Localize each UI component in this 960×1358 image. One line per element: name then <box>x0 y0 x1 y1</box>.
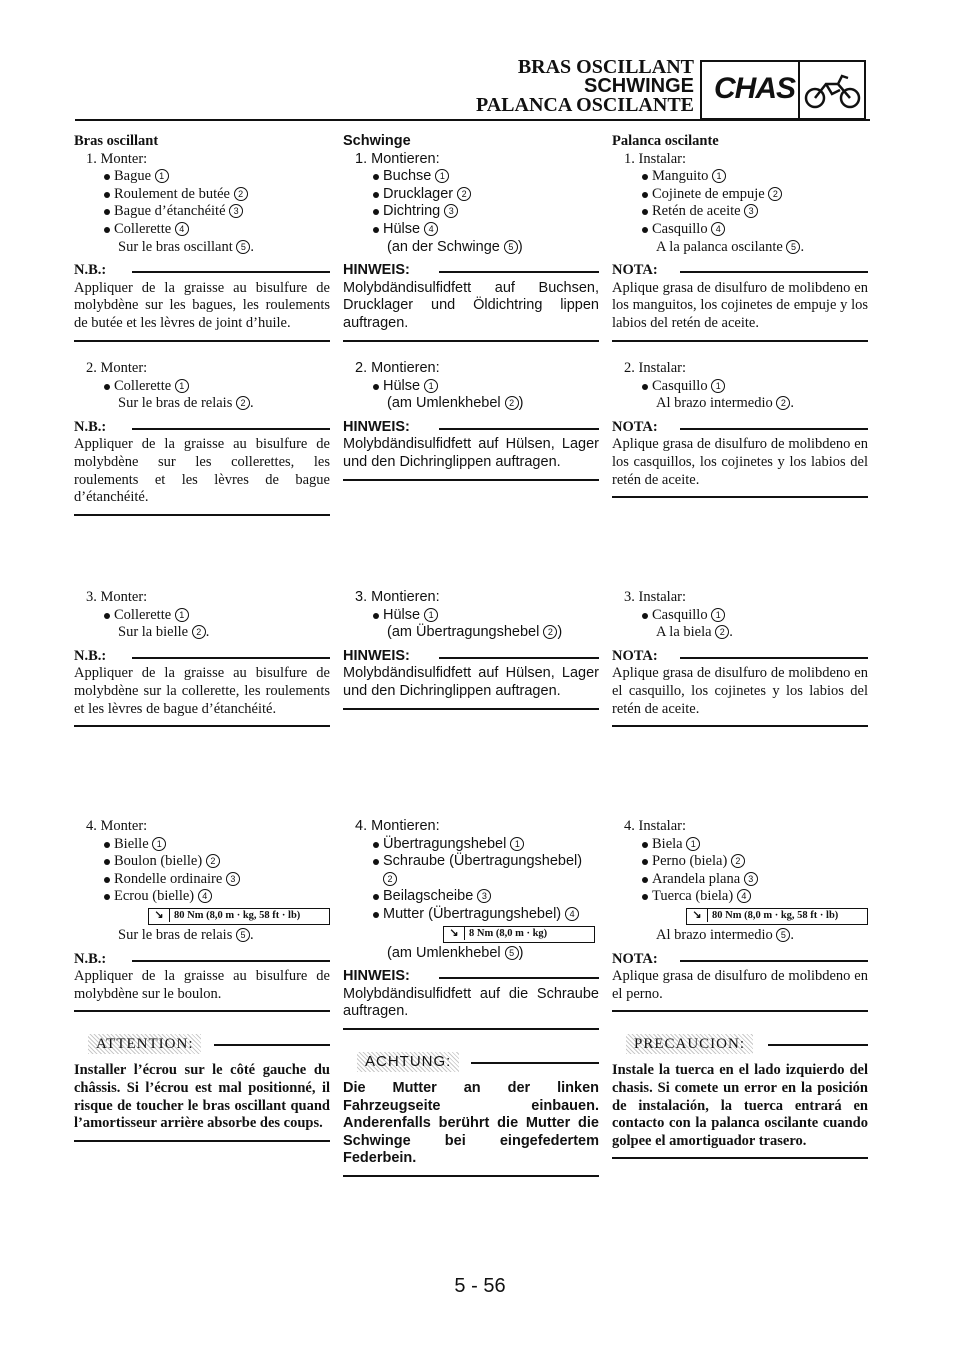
title-es: PALANCA OSCILANTE <box>476 94 694 116</box>
step-label: 3. Instalar: <box>624 589 687 605</box>
note-label: N.B.: <box>74 418 107 435</box>
list-item: Beilagscheibe 3 <box>343 888 599 906</box>
step-label: 2. Instalar: <box>624 360 687 376</box>
torque-spec: ↘ 80 Nm (8,0 m · kg, 58 ft · lb) <box>686 908 868 925</box>
list-item: Retén de aceite 3 <box>612 203 868 221</box>
list-item: Hülse 1 <box>343 378 599 396</box>
note-text: Molybdändisulfidfett auf Buchsen, Drucklager und Öldichtring lippen auftragen. <box>343 279 599 331</box>
note-text: Aplique grasa de disulfuro de molibdeno en los casquillos, los cojinetes y los labios del retén de aceite. <box>612 436 868 488</box>
note-text: Appliquer de la graisse au bisulfure de molybdène sur les bagues, les roulements de butée et les lèvres de joint d’huile. <box>74 279 330 331</box>
note-label: HINWEIS: <box>343 262 410 279</box>
note-text: Aplique grasa de disulfuro de molibdeno en el perno. <box>612 968 868 1002</box>
de-s3: 3. Montieren: Hülse 1 (am Übertragungshebel 2 ) HINWEIS: Molybdändisulfidfett auf Hülsen, Lager und den Dichringlippen auftragen. <box>343 589 599 710</box>
install-target: (am Umlenkhebel <box>387 944 501 961</box>
step-label: 4. Instalar: <box>624 818 687 834</box>
caution-text: Instale la tuerca en el lado izquierdo del chasis. Si comete un error en la posición de instalación, la tuerca entrará en contacto con la palanca oscilante cuando golpee el amortiguador trasero. <box>612 1062 868 1149</box>
list-item: Perno (biela) 2 <box>612 853 868 871</box>
note-text: Molybdändisulfidfett auf die Schraube auftragen. <box>343 985 599 1020</box>
header-rule <box>75 119 870 121</box>
es-title: Palanca oscilante <box>612 133 719 149</box>
list-item: Buchse 1 <box>343 168 599 186</box>
list-item: Schraube (Übertragungshebel) 2 <box>343 853 599 888</box>
note-label: N.B.: <box>74 950 107 967</box>
caution-text: Die Mutter an der linken Fahrzeugseite einbauen. Anderenfalls berührt die Mutter die Schwinge bei eingefedertem Federbein. <box>343 1079 599 1167</box>
install-target: A la biela <box>656 624 712 641</box>
list-item: Casquillo 1 <box>612 378 868 396</box>
note-label: HINWEIS: <box>343 418 410 435</box>
list-item: Rondelle ordinaire 3 <box>74 871 330 889</box>
note-text: Aplique grasa de disulfuro de molibdeno en los manguitos, los cojinetes de empuje y los labios del retén de aceite. <box>612 279 868 331</box>
list-item: Arandela plana 3 <box>612 871 868 889</box>
list-item: Biela 1 <box>612 836 868 854</box>
step-label: 3. Montieren: <box>355 589 440 605</box>
de-s2: 2. Montieren: Hülse 1 (am Umlenkhebel 2 ) HINWEIS: Molybdändisulfidfett auf Hülsen, Lager und den Dichringlippen auftragen. <box>343 360 599 481</box>
list-item: Hülse 1 <box>343 607 599 625</box>
caution-header: ATTENTION: <box>74 1034 330 1056</box>
fr-s1: Bras oscillant 1. Monter: Bague 1 Roulement de butée 2 Bague d’étanchéité 3 Collerette 4 Sur le bras oscillant 5 . N.B.: Appliquer de la graisse au bisulfure de molybdène sur les bagues, les roulements de butée et les lèvres de joint d’huile. <box>74 133 330 342</box>
list-item: Drucklager 2 <box>343 186 599 204</box>
list-item: Collerette 1 <box>74 378 330 396</box>
fr-s2: 2. Monter: Collerette 1 Sur le bras de relais 2 . N.B.: Appliquer de la graisse au bisulfure de molybdène sur les collerettes, les roulements et les lèvres de bague d’étanchéité. <box>74 360 330 516</box>
title-de: SCHWINGE <box>584 75 694 97</box>
note-label: N.B.: <box>74 647 107 664</box>
note-text: Molybdändisulfidfett auf Hülsen, Lager und den Dichringlippen auftragen. <box>343 665 599 699</box>
de-s1: Schwinge 1. Montieren: Buchse 1 Drucklager 2 Dichtring 3 Hülse 4 (an der Schwinge 5 ) HINWEIS: Molybdändisulfidfett auf Buchsen, Drucklager und Öldichtring lippen auftragen. <box>343 133 599 342</box>
wrench-icon: ↘ <box>444 927 465 940</box>
install-target: Sur la bielle <box>118 624 189 641</box>
es-s2: 2. Instalar: Casquillo 1 Al brazo intermedio 2 . NOTA: Aplique grasa de disulfuro de molibdeno en los casquillos, los cojinetes y los labios del retén de aceite. <box>612 360 868 498</box>
install-target: Sur le bras de relais <box>118 926 233 943</box>
title-fr: BRAS OSCILLANT <box>517 56 694 78</box>
torque-spec: ↘ 80 Nm (8,0 m · kg, 58 ft · lb) <box>148 908 330 925</box>
fr-title: Bras oscillant <box>74 133 159 149</box>
es-s1: Palanca oscilante 1. Instalar: Manguito 1 Cojinete de empuje 2 Retén de aceite 3 Casquillo 4 A la palanca oscilante 5 . NOTA: Aplique grasa de disulfuro de molibdeno en los manguitos, los cojinetes de empuje y los labios del retén de aceite. <box>612 133 868 342</box>
step-label: 4. Monter: <box>86 818 148 834</box>
chapter-label: CHAS <box>714 72 796 105</box>
install-target: Al brazo intermedio <box>656 926 773 943</box>
install-target: Sur le bras de relais <box>118 395 233 412</box>
note-label: NOTA: <box>612 262 658 279</box>
es-s3: 3. Instalar: Casquillo 1 A la biela 2 . NOTA: Aplique grasa de disulfuro de molibdeno en el casquillo, los cojinetes y los labios del retén de aceite. <box>612 589 868 727</box>
note-text: Appliquer de la graisse au bisulfure de molybdène sur le boulon. <box>74 968 330 1002</box>
step-label: 2. Montieren: <box>355 360 440 376</box>
fr-s3: 3. Monter: Collerette 1 Sur la bielle 2 . N.B.: Appliquer de la graisse au bisulfure de molybdène sur la collerette, les roulements et les lèvres de bague d’étanchéité. <box>74 589 330 727</box>
page-number: 5 - 56 <box>454 1275 506 1297</box>
note-label: HINWEIS: <box>343 968 410 985</box>
motorcycle-icon <box>804 70 862 112</box>
note-text: Appliquer de la graisse au bisulfure de molybdène sur la collerette, les roulements et les lèvres de bague d’étanchéité. <box>74 665 330 717</box>
install-target: A la palanca oscilante <box>656 238 783 255</box>
note-label: NOTA: <box>612 647 658 664</box>
install-target: Sur le bras oscillant <box>118 238 233 255</box>
step-label: 1. Montieren: <box>355 150 440 167</box>
list-item: Boulon (bielle) 2 <box>74 853 330 871</box>
list-item: Bielle 1 <box>74 836 330 854</box>
note-text: Aplique grasa de disulfuro de molibdeno en el casquillo, los cojinetes y los labios del retén de aceite. <box>612 665 868 717</box>
list-item: Manguito 1 <box>612 168 868 186</box>
note-label: N.B.: <box>74 262 107 279</box>
install-target: (am Umlenkhebel <box>387 395 501 412</box>
list-item: Roulement de butée 2 <box>74 186 330 204</box>
list-item: Collerette 4 <box>74 221 330 239</box>
step-label: 2. Monter: <box>86 360 148 376</box>
torque-spec: ↘ 8 Nm (8,0 m · kg) <box>443 926 595 943</box>
install-target: (an der Schwinge <box>387 238 500 255</box>
note-label: NOTA: <box>612 950 658 967</box>
de-title: Schwinge <box>343 133 411 149</box>
list-item: Bague d’étanchéité 3 <box>74 203 330 221</box>
list-item: Cojinete de empuje 2 <box>612 186 868 204</box>
list-item: Ecrou (bielle) 4 <box>74 888 330 906</box>
note-text: Appliquer de la graisse au bisulfure de molybdène sur les collerettes, les roulements et les lèvres de bague d’étanchéité. <box>74 436 330 506</box>
install-target: Al brazo intermedio <box>656 395 773 412</box>
de-s4: 4. Montieren: Übertragungshebel 1 Schraube (Übertragungshebel) 2 Beilagscheibe 3 Mutter (Übertragungshebel) 4 ↘ 8 Nm (8,0 m · kg) (am Umlenkhebel 5 ) HINWEIS: Molybdändisulfidfett auf die Schraube auftragen. ACHTUNG: Die Mutter an der linken Fahrzeugseite einbauen. Anderenfalls berührt die Mutter die Schwinge bei eingefedertem Federbein. <box>343 818 599 1177</box>
caution-header: ACHTUNG: <box>343 1052 599 1074</box>
caution-text: Installer l’écrou sur le côté gauche du châssis. Si l’écrou est mal positionné, il risque de toucher le bras oscillant quand l’amortisseur arrière absorbe des coups. <box>74 1062 330 1132</box>
note-text: Molybdändisulfidfett auf Hülsen, Lager und den Dichringlippen auftragen. <box>343 436 599 470</box>
wrench-icon: ↘ <box>687 909 708 922</box>
list-item: Bague 1 <box>74 168 330 186</box>
step-label: 1. Instalar: <box>624 150 687 167</box>
list-item: Dichtring 3 <box>343 203 599 221</box>
chapter-badge <box>700 60 866 120</box>
step-label: 1. Monter: <box>86 150 148 167</box>
list-item: Casquillo 1 <box>612 607 868 625</box>
step-label: 3. Monter: <box>86 589 148 605</box>
list-item: Mutter (Übertragungshebel) 4 <box>343 906 599 924</box>
fr-s4: 4. Monter: Bielle 1 Boulon (bielle) 2 Rondelle ordinaire 3 Ecrou (bielle) 4 ↘ 80 Nm (8,0 m · kg, 58 ft · lb) Sur le bras de relais 5 . N.B.: Appliquer de la graisse au bisulfure de molybdène sur le boulon. ATTENTION: Installer l’écrou sur le côté gauche du châssis. Si l’écrou est mal positionné, il risque de toucher le bras oscillant quand l’amortisseur arrière absorbe des coups. <box>74 818 330 1142</box>
caution-header: PRECAUCION: <box>612 1034 868 1056</box>
list-item: Hülse 4 <box>343 221 599 239</box>
step-label: 4. Montieren: <box>355 818 440 834</box>
note-label: NOTA: <box>612 418 658 435</box>
note-label: HINWEIS: <box>343 647 410 664</box>
es-s4: 4. Instalar: Biela 1 Perno (biela) 2 Arandela plana 3 Tuerca (biela) 4 ↘ 80 Nm (8,0 m · kg, 58 ft · lb) Al brazo intermedio 5 . NOTA: Aplique grasa de disulfuro de molibdeno en el perno. PRECAUCION: Instale la tuerca en el lado izquierdo del chasis. Si comete un error en la posición de instalación, la tuerca entrará en contacto con la palanca oscilante cuando golpee el amortiguador trasero. <box>612 818 868 1159</box>
install-target: (am Übertragungshebel <box>387 624 540 641</box>
list-item: Übertragungshebel 1 <box>343 836 599 854</box>
list-item: Casquillo 4 <box>612 221 868 239</box>
list-item: Collerette 1 <box>74 607 330 625</box>
list-item: Tuerca (biela) 4 <box>612 888 868 906</box>
wrench-icon: ↘ <box>149 909 170 922</box>
